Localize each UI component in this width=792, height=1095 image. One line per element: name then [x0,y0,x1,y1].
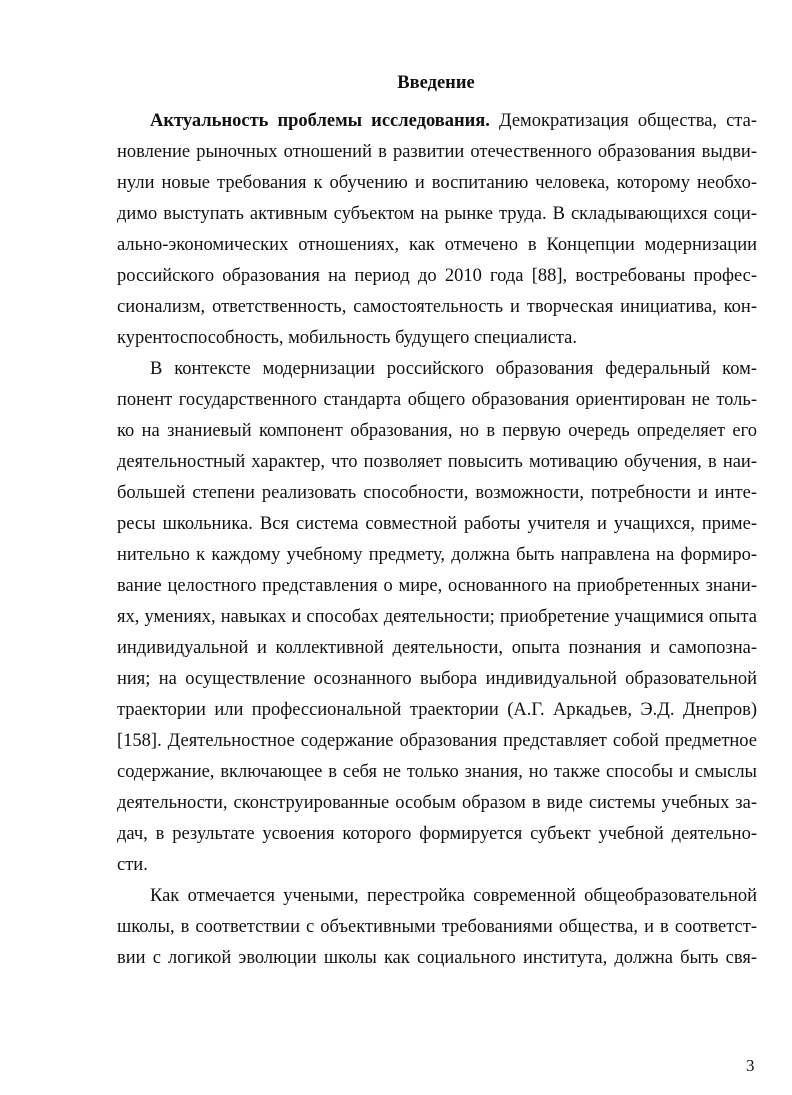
line-text: ально-экономических отношениях, как отмечено в Концепции модернизации [117,235,757,255]
text-line [117,512,757,536]
line-text: [158]. Деятельностное содержание образования представляет собой предметное [117,731,757,751]
line-text: большей степени реализовать способности, возможности, потребности и инте- [117,483,757,503]
text-line [117,264,757,288]
line-text: ресы школьника. Вся система совместной работы учителя и учащихся, приме- [117,514,757,534]
text-line [117,946,757,970]
text-line [150,884,757,908]
line-text: нули новые требования к обучению и воспитанию человека, которому необхо- [117,173,757,193]
text-line [117,202,757,226]
text-line [117,636,757,660]
line-text: новление рыночных отношений в развитии отечественного образования выдви- [117,142,757,162]
text-line [150,109,757,133]
paragraph-lead: Актуальность проблемы исследования. [150,111,490,131]
text-line [117,233,757,257]
line-text: ко на знаниевый компонент образования, но в первую очередь определяет его [117,421,757,441]
line-text: нительно к каждому учебному предмету, должна быть направлена на формиро- [117,545,757,565]
text-line [117,605,757,629]
line-text: Демократизация общества, ста- [489,111,757,131]
line-text: российского образования на период до 2010 года [88], востребованы профес- [117,266,757,286]
text-line [117,698,757,722]
line-text: дач, в результате усвоения которого формируется субъект учебной деятельно- [117,824,757,844]
text-line [117,822,757,846]
section-title: Введение [397,73,475,93]
text-line [117,791,757,815]
line-text: ния; на осуществление осознанного выбора индивидуальной образовательной [117,669,757,689]
page-number: 3 [746,1056,755,1075]
text-line [117,543,757,567]
text-line [117,574,757,598]
line-text: деятельности, сконструированные особым образом в виде системы учебных за- [117,793,757,813]
text-line [117,450,757,474]
line-text: понент государственного стандарта общего образования ориентирован не толь- [117,390,757,410]
text-line [117,295,757,319]
text-line [117,915,757,939]
text-line [117,760,757,784]
line-text: вии с логикой эволюции школы как социального института, должна быть свя- [117,948,757,968]
line-text: ях, умениях, навыках и способах деятельности; приобретение учащимися опыта [117,607,757,627]
text-line [117,171,757,195]
text-line [117,140,757,164]
text-line [117,729,757,753]
line-text: димо выступать активным субъектом на рынке труда. В складывающихся соци- [117,204,757,224]
line-text: курентоспособность, мобильность будущего специалиста. [117,328,577,348]
line-text: индивидуальной и коллективной деятельности, опыта познания и самопозна- [117,638,757,658]
text-line [150,357,757,381]
line-text: сти. [117,855,148,875]
line-text: деятельностный характер, что позволяет повысить мотивацию обучения, в наи- [117,452,757,472]
line-text: В контексте модернизации российского образования федеральный ком- [150,359,757,379]
text-line [117,419,757,443]
text-line [117,326,757,350]
line-text: содержание, включающее в себя не только знания, но также способы и смыслы [117,762,757,782]
line-text: сионализм, ответственность, самостоятельность и творческая инициатива, кон- [117,297,757,317]
text-line [117,853,757,877]
line-text: вание целостного представления о мире, основанного на приобретенных знани- [117,576,757,596]
text-line [117,481,757,505]
line-text: траектории или профессиональной траектории (А.Г. Аркадьев, Э.Д. Днепров) [117,700,757,720]
line-text: школы, в соответствии с объективными требованиями общества, и в соответст- [117,917,757,937]
text-line [117,388,757,412]
line-text: Как отмечается учеными, перестройка современной общеобразовательной [150,886,757,906]
text-line [117,667,757,691]
